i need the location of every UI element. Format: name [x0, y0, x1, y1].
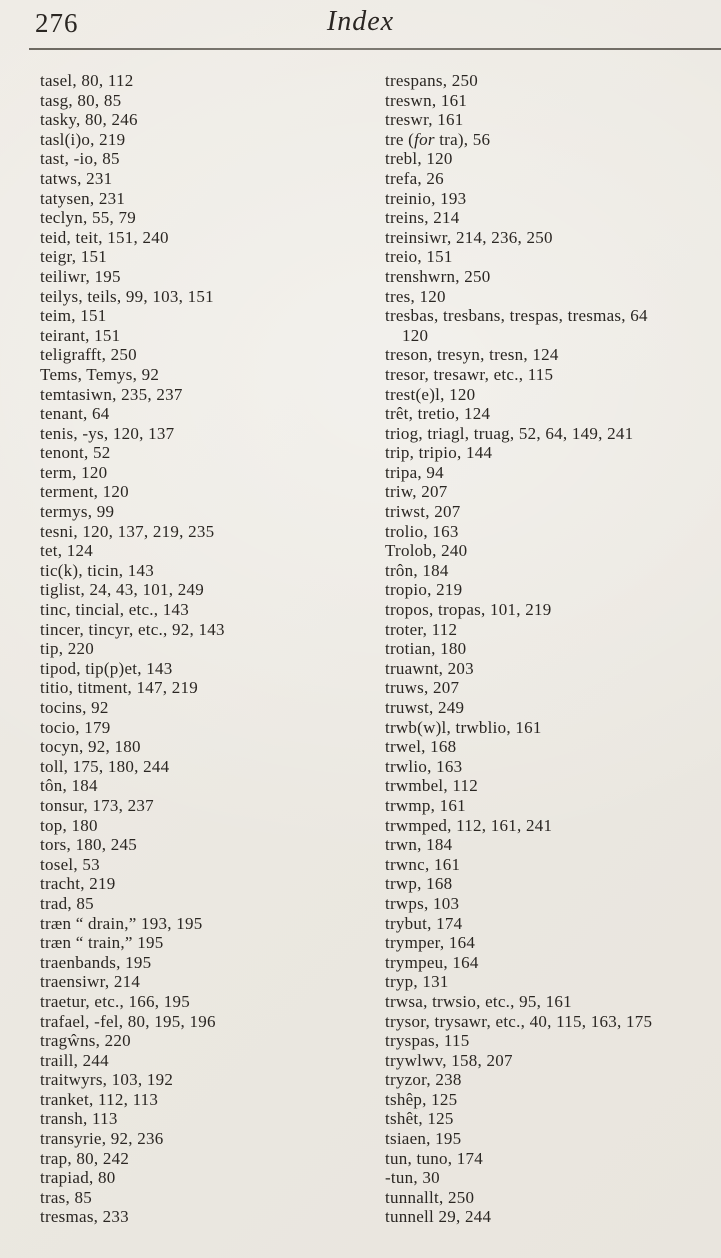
index-entry: truws, 207 [385, 678, 460, 698]
index-entry: tracht, 219 [40, 874, 116, 894]
index-entry: traetur, etc., 166, 195 [40, 991, 190, 1011]
index-entry: termys, 99 [40, 502, 115, 522]
index-entry: tasky, 80, 246 [40, 110, 138, 130]
index-column-right [385, 71, 721, 1227]
index-entry: tsiaen, 195 [385, 1129, 462, 1149]
index-entry: Tems, Temys, 92 [40, 364, 160, 384]
index-entry: tatws, 231 [40, 168, 113, 188]
index-entry: trwel, 168 [385, 737, 457, 757]
index-entry: tryzor, 238 [385, 1070, 462, 1090]
index-entry: trapiad, 80 [40, 1168, 116, 1188]
index-entry: trwp, 168 [385, 874, 453, 894]
index-entry: trwb(w)l, trwblio, 161 [385, 717, 542, 737]
index-entry: toll, 175, 180, 244 [40, 756, 170, 776]
index-entry: tunnallt, 250 [385, 1187, 475, 1207]
index-entry: treswr, 161 [385, 110, 464, 130]
index-entry: tasel, 80, 112 [40, 71, 134, 90]
index-entry: tic(k), ticin, 143 [40, 560, 155, 580]
index-entry: trêt, tretio, 124 [385, 404, 491, 424]
index-columns [40, 71, 721, 1227]
index-entry: tropio, 219 [385, 580, 463, 600]
index-entry: treio, 151 [385, 247, 453, 267]
index-entry: trwmbel, 112 [385, 776, 479, 796]
index-entry: traitwyrs, 103, 192 [40, 1070, 174, 1090]
index-entry: tun, tuno, 174 [385, 1148, 483, 1168]
index-entry: tocio, 179 [40, 717, 111, 737]
index-entry: term, 120 [40, 462, 108, 482]
index-entry: trolio, 163 [385, 521, 459, 541]
index-entry: trip, tripio, 144 [385, 443, 493, 463]
index-entry: tunnell 29, 244 [385, 1207, 492, 1227]
index-entry: transh, 113 [40, 1109, 118, 1129]
index-entry: treinio, 193 [385, 188, 467, 208]
index-entry: tres, 120 [385, 286, 446, 306]
index-entry: trap, 80, 242 [40, 1148, 130, 1168]
index-entry: tragŵns, 220 [40, 1031, 131, 1051]
index-entry: trefa, 26 [385, 168, 444, 188]
index-entry: teigr, 151 [40, 247, 107, 267]
index-entry: trwps, 103 [385, 893, 460, 913]
index-entry: tre (for tra), 56 [385, 129, 491, 149]
index-entry: tatysen, 231 [40, 188, 126, 208]
index-entry: træn “ train,” 195 [40, 933, 164, 953]
index-entry: trafael, -fel, 80, 195, 196 [40, 1011, 216, 1031]
index-entry: teirant, 151 [40, 325, 121, 345]
index-entry: tranket, 112, 113 [40, 1089, 159, 1109]
index-entry: trwsa, trwsio, etc., 95, 161 [385, 991, 572, 1011]
index-entry: transyrie, 92, 236 [40, 1129, 164, 1149]
index-entry: tiglist, 24, 43, 101, 249 [40, 580, 204, 600]
index-entry: tocyn, 92, 180 [40, 737, 141, 757]
index-entry: tet, 124 [40, 541, 93, 561]
index-entry: tshêt, 125 [385, 1109, 454, 1129]
index-entry: teligrafft, 250 [40, 345, 137, 365]
index-entry: triw, 207 [385, 482, 448, 502]
index-entry: triog, triagl, truag, 52, 64, 149, 241 [385, 423, 634, 443]
index-entry: 120 [402, 325, 429, 345]
index-entry: tocins, 92 [40, 698, 109, 717]
index-entry: tôn, 184 [40, 776, 98, 796]
index-entry: tors, 180, 245 [40, 835, 137, 855]
index-entry: traensiwr, 214 [40, 972, 141, 992]
index-entry: titio, titment, 147, 219 [40, 678, 199, 698]
index-entry: tinc, tincial, etc., 143 [40, 600, 190, 620]
index-entry: tosel, 53 [40, 854, 100, 874]
index-entry: tras, 85 [40, 1187, 93, 1207]
index-entry: tast, -io, 85 [40, 149, 120, 169]
index-entry: tenont, 52 [40, 443, 111, 463]
index-entry: tryspas, 115 [385, 1031, 470, 1051]
index-entry: trympeu, 164 [385, 952, 479, 972]
index-entry: trwmped, 112, 161, 241 [385, 815, 553, 835]
index-entry: top, 180 [40, 815, 98, 835]
index-entry: temtasiwn, 235, 237 [40, 384, 183, 404]
index-entry: -tun, 30 [385, 1168, 440, 1188]
index-entry: tip, 220 [40, 639, 94, 659]
index-entry: trysor, trysawr, etc., 40, 115, 163, 175 [385, 1011, 653, 1031]
index-entry: tresmas, 233 [40, 1207, 129, 1227]
index-entry: treins, 214 [385, 208, 460, 228]
index-entry: tenis, -ys, 120, 137 [40, 423, 175, 443]
index-entry: teiliwr, 195 [40, 266, 121, 286]
index-entry: trespans, 250 [385, 71, 478, 90]
index-entry: treinsiwr, 214, 236, 250 [385, 227, 553, 247]
index-entry: tasl(i)o, 219 [40, 129, 126, 149]
index-entry: tesni, 120, 137, 219, 235 [40, 521, 215, 541]
header-rule [29, 48, 721, 50]
index-entry: teclyn, 55, 79 [40, 208, 137, 228]
index-entry: trotian, 180 [385, 639, 467, 659]
index-entry: triwst, 207 [385, 502, 461, 522]
index-entry: treswn, 161 [385, 90, 468, 110]
index-entry: trad, 85 [40, 893, 94, 913]
index-entry: trwmp, 161 [385, 795, 466, 815]
index-entry: tryp, 131 [385, 972, 449, 992]
index-entry: terment, 120 [40, 482, 129, 502]
index-entry: tasg, 80, 85 [40, 90, 122, 110]
index-entry: treson, tresyn, tresn, 124 [385, 345, 559, 365]
index-entry: tresor, tresawr, etc., 115 [385, 364, 554, 384]
index-entry: trymper, 164 [385, 933, 476, 953]
index-entry: troter, 112 [385, 619, 458, 639]
index-entry: tipod, tip(p)et, 143 [40, 658, 173, 678]
index-entry: tripa, 94 [385, 462, 444, 482]
index-entry: trenshwrn, 250 [385, 266, 491, 286]
index-entry: truwst, 249 [385, 698, 465, 717]
index-entry: tenant, 64 [40, 404, 110, 424]
index-entry: trest(e)l, 120 [385, 384, 476, 404]
index-entry: tropos, tropas, 101, 219 [385, 600, 552, 620]
index-entry: trwn, 184 [385, 835, 453, 855]
index-entry: tonsur, 173, 237 [40, 795, 154, 815]
index-entry: træn “ drain,” 193, 195 [40, 913, 203, 933]
index-entry: Trolob, 240 [385, 541, 468, 561]
index-entry: teilys, teils, 99, 103, 151 [40, 286, 214, 306]
index-entry: traenbands, 195 [40, 952, 152, 972]
index-entry: trebl, 120 [385, 149, 453, 169]
index-entry: trwlio, 163 [385, 756, 463, 776]
index-entry: trywlwv, 158, 207 [385, 1050, 513, 1070]
index-entry: trybut, 174 [385, 913, 463, 933]
index-entry: tincer, tincyr, etc., 92, 143 [40, 619, 225, 639]
index-entry: trwnc, 161 [385, 854, 461, 874]
index-entry: truawnt, 203 [385, 658, 474, 678]
index-entry: traill, 244 [40, 1050, 109, 1070]
page-number: 276 [35, 8, 79, 38]
index-column-left [40, 71, 385, 1227]
index-entry: tresbas, tresbans, trespas, tresmas, 64 [385, 306, 648, 326]
index-entry: tshêp, 125 [385, 1089, 458, 1109]
index-entry: teim, 151 [40, 306, 107, 326]
page-title: Index [326, 6, 395, 37]
index-entry: trôn, 184 [385, 560, 449, 580]
index-entry: teid, teit, 151, 240 [40, 227, 169, 247]
